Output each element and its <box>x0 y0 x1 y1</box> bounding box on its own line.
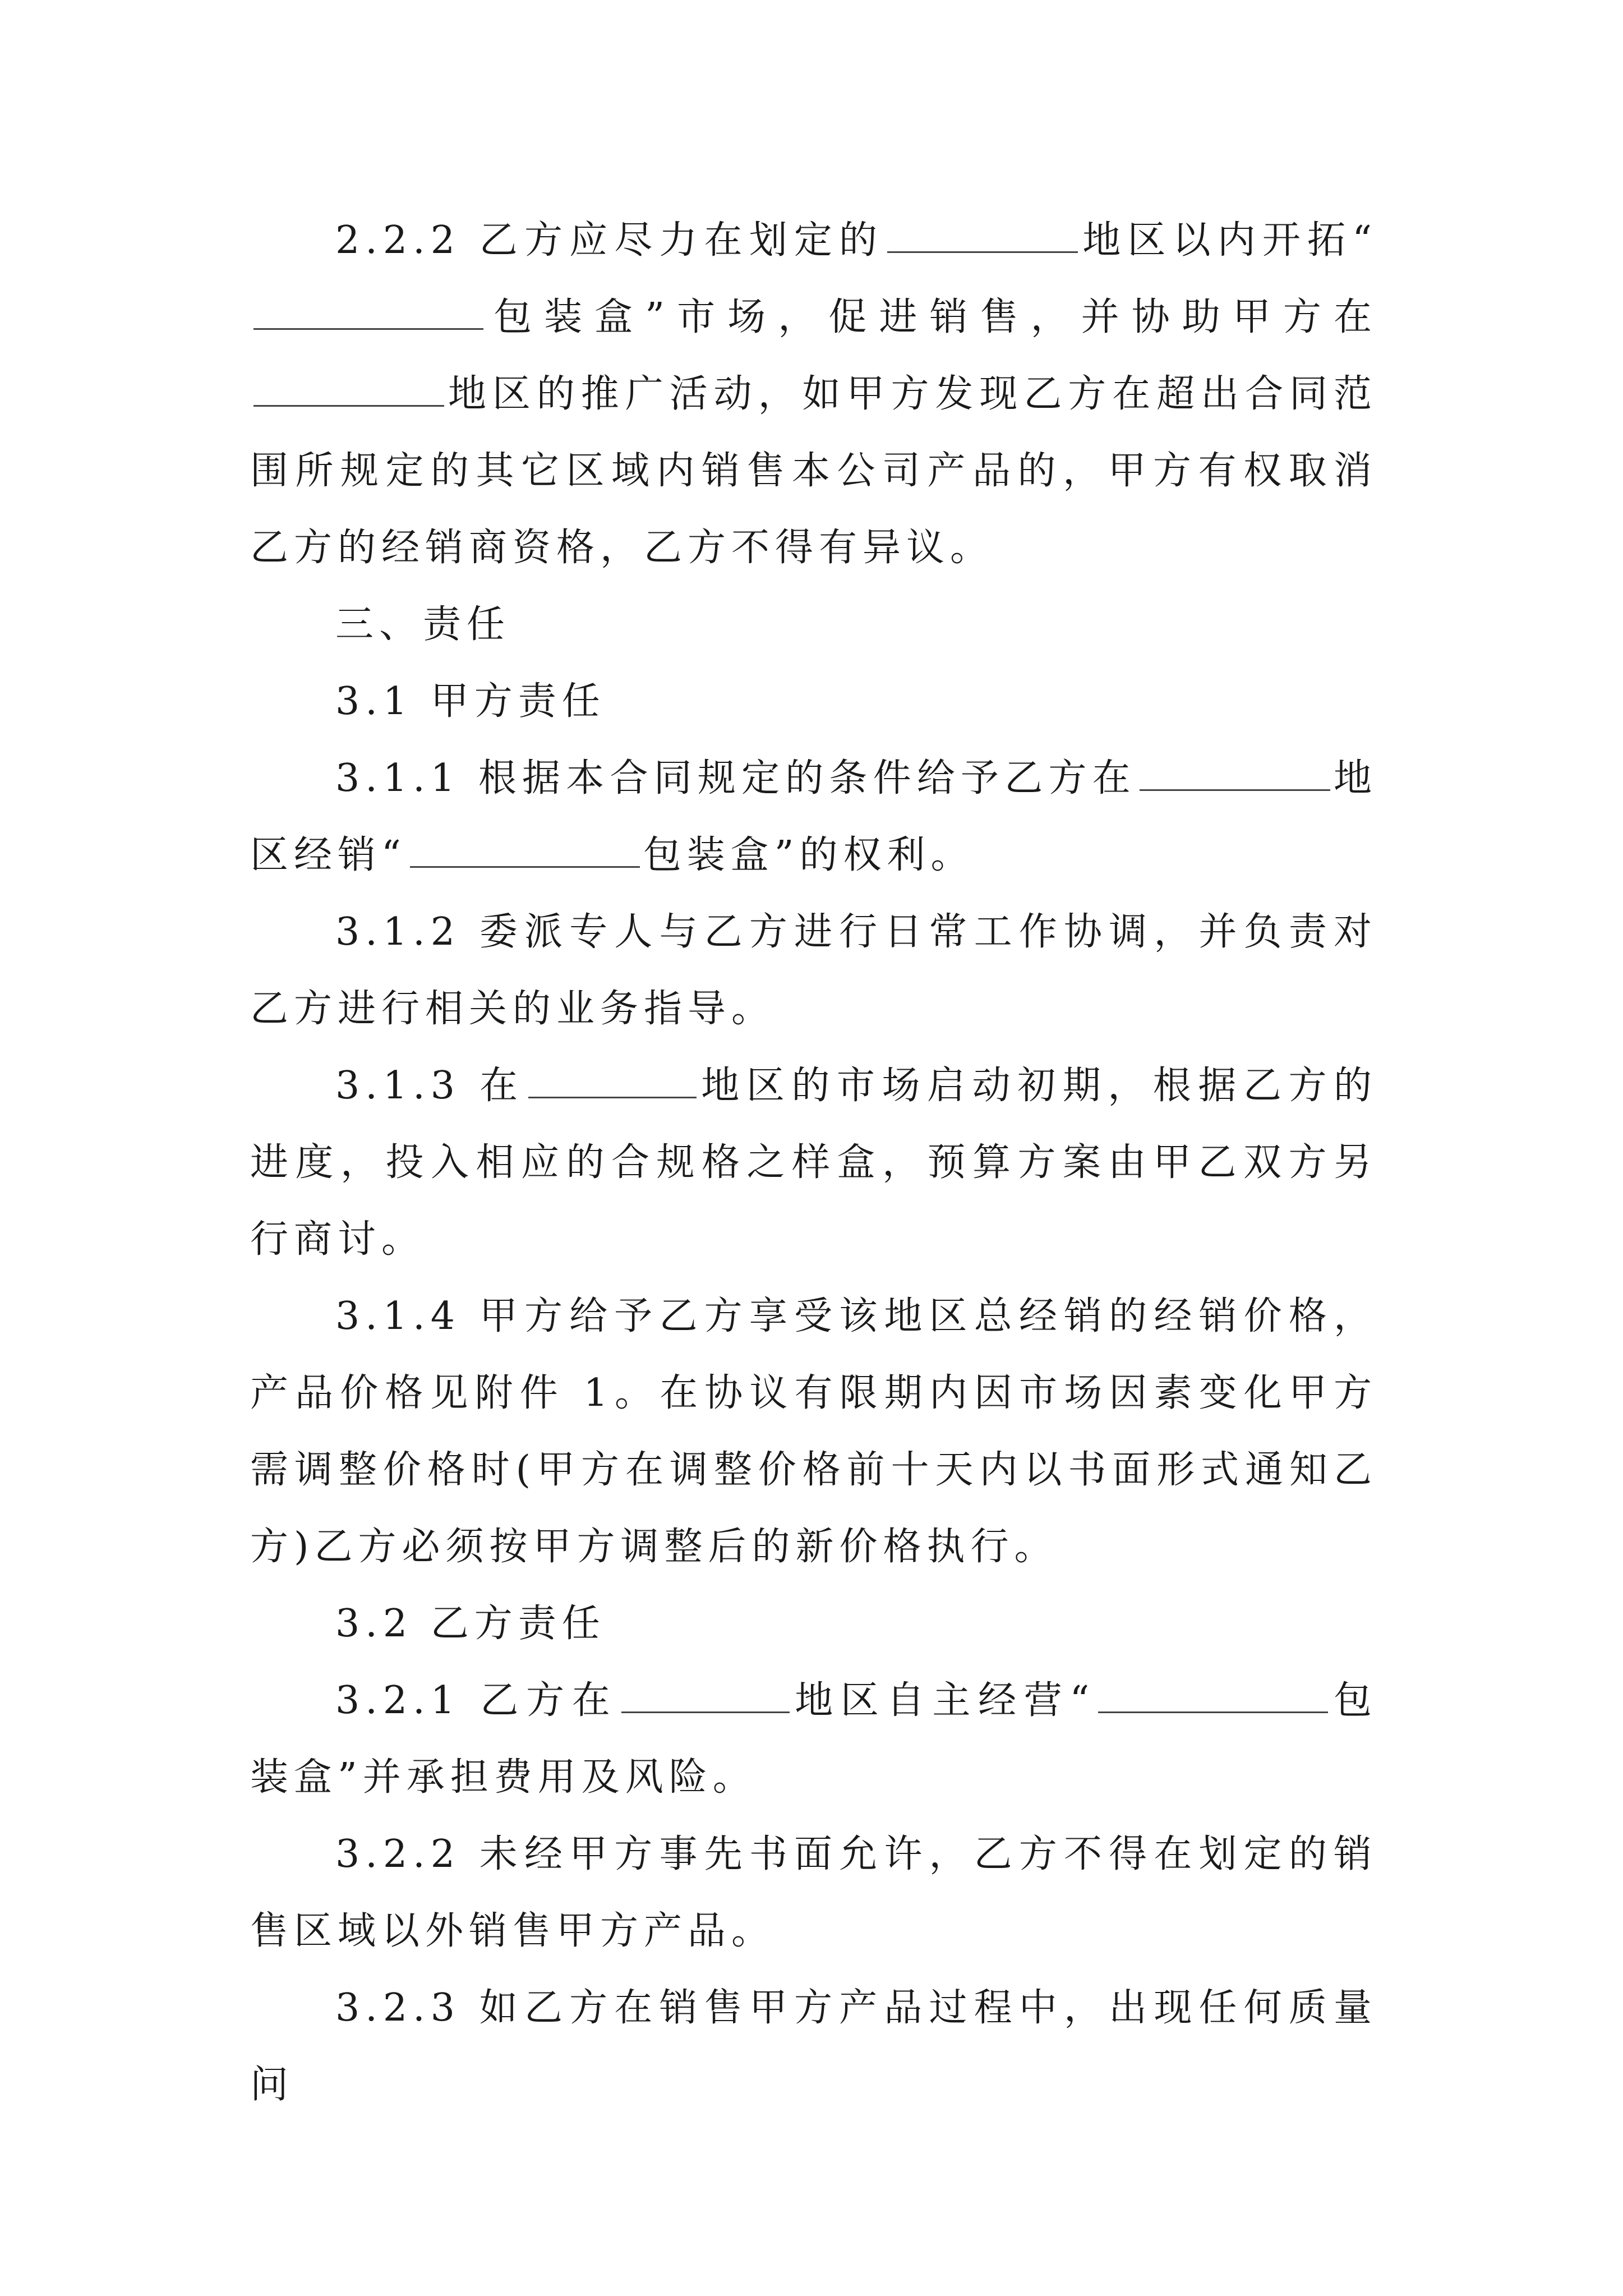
subsection-heading-party-a: 3.1 甲方责任 <box>335 679 606 724</box>
fill-blank <box>887 217 1078 253</box>
clause-2-2-2 <box>250 202 1377 586</box>
clause-text: 3.1.1 根据本合同规定的条件给予乙方在 <box>335 756 1136 800</box>
section-heading-responsibilities: 三、责任 <box>335 602 511 647</box>
fill-blank <box>253 293 483 330</box>
clause-text: 2.2.2 乙方应尽力在划定的 <box>335 218 884 263</box>
clause-text: 地区经销“ <box>250 756 1377 877</box>
clause-text: 地区的市场启动初期，根据乙方的进度，投入相应的合规格之样盒，预算方案由甲乙双方另行商讨。 <box>250 1064 1377 1262</box>
fill-blank <box>1140 754 1330 791</box>
clause-3-2-2: 3.2.2 未经甲方事先书面允许，乙方不得在划定的销售区域以外销售甲方产品。 <box>250 1832 1377 1953</box>
fill-blank <box>253 370 444 407</box>
fill-blank <box>528 1062 697 1098</box>
clause-3-1-3 <box>250 1047 1377 1278</box>
clause-text: 包装盒”市场，促进销售，并协助甲方在 <box>487 295 1377 339</box>
clause-3-2-1 <box>250 1662 1377 1816</box>
clause-3-2-3: 3.2.3 如乙方在销售甲方产品过程中，出现任何质量问 <box>250 1986 1377 2107</box>
clause-text: 地区自主经营“ <box>792 1678 1095 1723</box>
clause-text: 包装盒”的权利。 <box>643 833 975 877</box>
clause-3-1-1 <box>250 740 1377 894</box>
clause-text: 地区以内开拓“ <box>1081 218 1378 263</box>
clause-text: 包装盒”并承担费用及风险。 <box>250 1678 1377 1800</box>
fill-blank <box>1098 1677 1328 1713</box>
clause-text: 地区的推广活动，如甲方发现乙方在超出合同范围所规定的其它区域内销售本公司产品的，甲方有权取消乙方的经销商资格，乙方不得有异议。 <box>250 372 1377 570</box>
clause-3-1-2: 3.1.2 委派专人与乙方进行日常工作协调，并负责对乙方进行相关的业务指导。 <box>250 910 1377 1031</box>
fill-blank <box>410 831 640 868</box>
fill-blank <box>621 1677 790 1713</box>
clause-3-1-4: 3.1.4 甲方给予乙方享受该地区总经销的经销价格，产品价格见附件 1。在协议有限期内因市场因素变化甲方需调整价格时(甲方在调整价格前十天内以书面形式通知乙方)乙方必须按甲方调整后的新价格执行。 <box>250 1294 1377 1569</box>
document-body <box>250 202 1377 2123</box>
subsection-heading-party-b: 3.2 乙方责任 <box>335 1602 606 1646</box>
clause-text: 3.1.3 在 <box>335 1064 525 1108</box>
clause-text: 3.2.1 乙方在 <box>335 1678 618 1723</box>
